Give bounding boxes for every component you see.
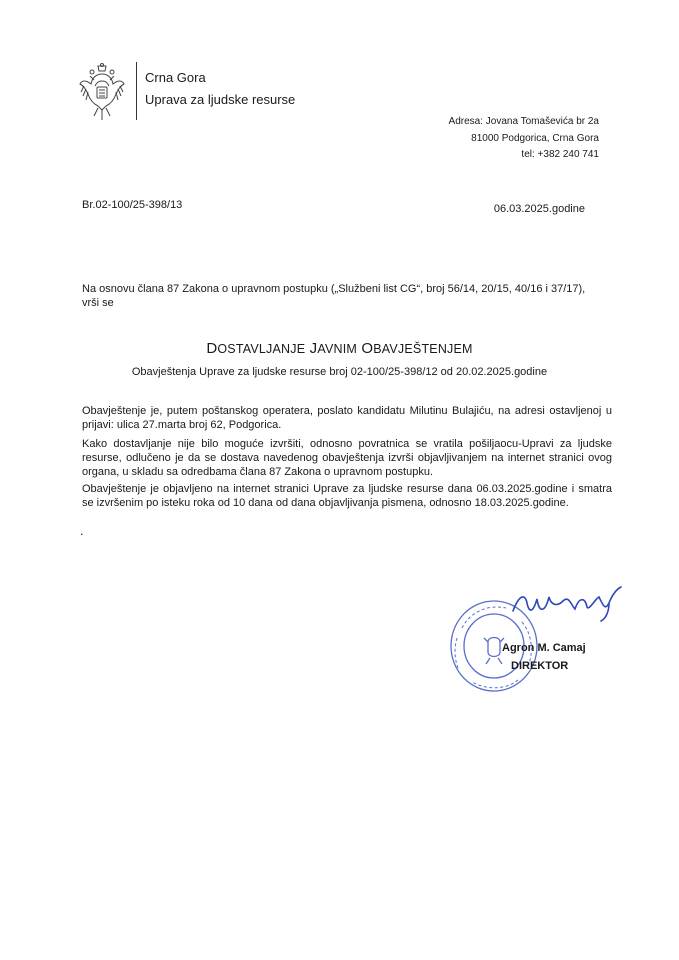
legal-basis — [82, 282, 610, 310]
paragraph-2-text: Kako dostavljanje nije bilo moguće izvršiti, odnosno povratnica se vratila pošiljaocu-Upravi za ljudske resurse, odlučeno je da se dostava navedenog obavještenja izvrši objavljivanjem na internet stranici ovog organa, u skladu sa odredbama člana 87 Zakona o upravnom postupku. — [82, 438, 612, 478]
signatory-title: DIREKTOR — [511, 660, 569, 672]
address-city: 81000 Podgorica, Crna Gora — [471, 132, 599, 144]
address-block — [449, 114, 599, 164]
title-word-bavjestenjem: BAVJEŠTENJEM — [373, 342, 473, 356]
title-letter-d: D — [206, 340, 218, 357]
paragraph-1-text: Obavještenje je, putem poštanskog operatera, poslato kandidatu Milutinu Bulajiću, na adresi ostavljenoj u prijavi: ulica 27.marta broj 62, Podgorica. — [82, 405, 612, 431]
org-name: Uprava za ljudske resurse — [145, 92, 296, 107]
reference-date: 06.03.2025.godine — [493, 203, 585, 215]
reference-number: Br.02-100/25-398/13 — [82, 199, 183, 211]
signatory-name: Agron M. Camaj — [502, 642, 586, 654]
title-letter-j: J — [309, 340, 318, 357]
stray-dot: . — [80, 524, 84, 538]
header-divider — [136, 62, 137, 120]
org-country: Crna Gora — [145, 70, 206, 85]
paragraph-3-text: Obavještenje je objavljeno na internet stranici Uprave za ljudske resurse dana 06.03.2025.godine i smatra se izvršenim po isteku roka od 10 dana od dana objavljivanja pismena, odnosno 18.03.2025.godine. — [82, 483, 612, 509]
address-phone: tel: +382 240 741 — [521, 149, 599, 160]
body-paragraph-3 — [82, 482, 612, 510]
body-paragraph-2 — [82, 437, 612, 479]
address-street: Adresa: Jovana Tomaševića br 2a — [448, 116, 599, 127]
document-subtitle: Obavještenja Uprave za ljudske resurse broj 02-100/25-398/12 od 20.02.2025.godine — [131, 366, 548, 378]
handwritten-signature — [505, 583, 630, 623]
title-word-ostavljanje: OSTAVLJANJE — [217, 342, 306, 356]
coat-of-arms-icon — [78, 62, 126, 124]
title-letter-o: O — [361, 340, 374, 357]
title-word-avnim: AVNIM — [317, 342, 357, 356]
legal-basis-line2: vrši se — [82, 297, 114, 309]
body-paragraph-1 — [82, 404, 612, 432]
document-title — [0, 340, 679, 357]
legal-basis-line1: Na osnovu člana 87 Zakona o upravnom postupku („Službeni list CG“, broj 56/14, 20/15, 40/16 i 37/17), — [82, 283, 586, 295]
